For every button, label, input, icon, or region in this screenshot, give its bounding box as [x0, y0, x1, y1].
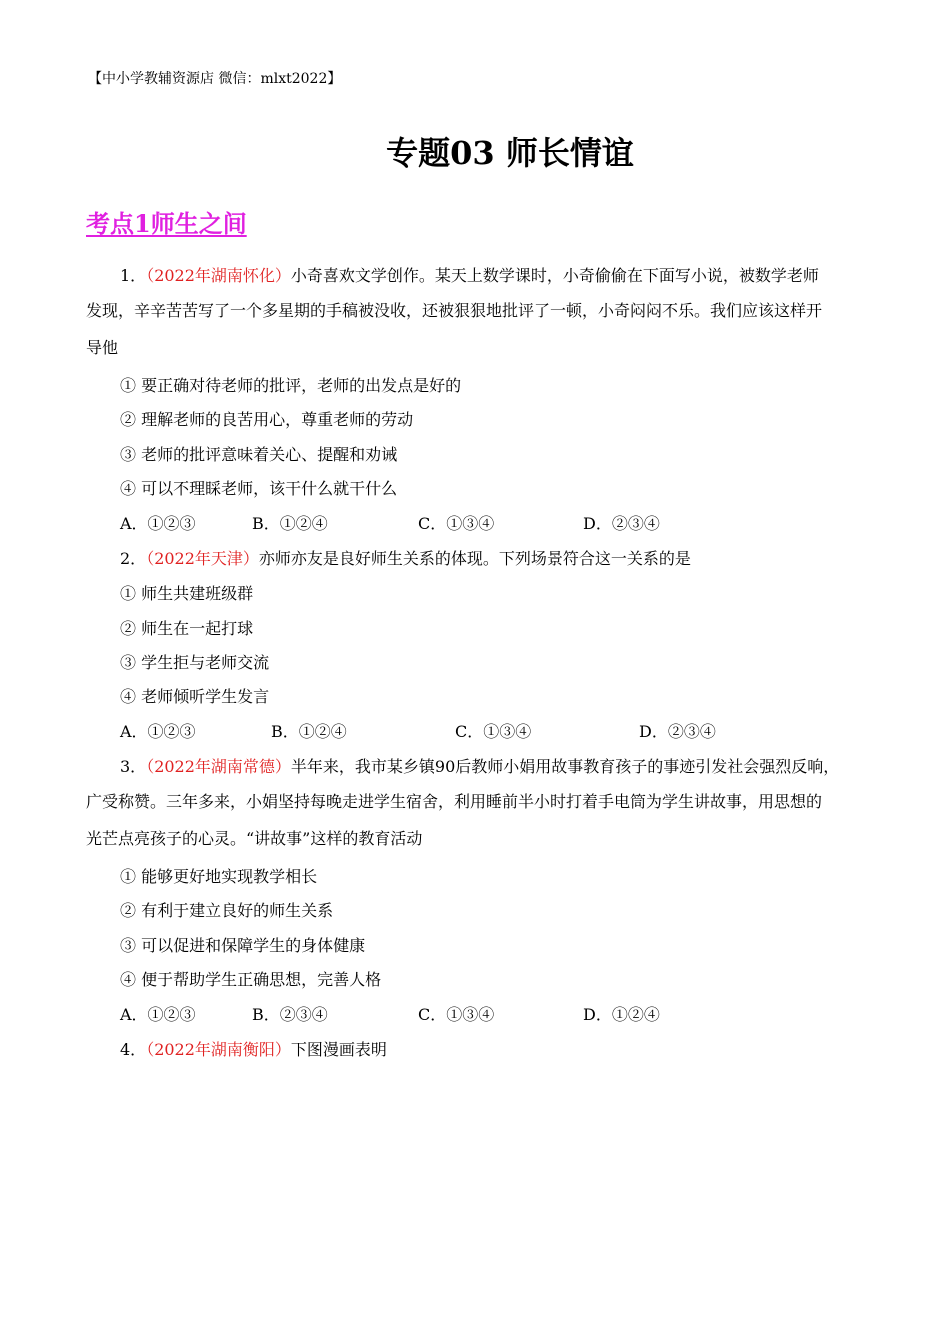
- question-stem-line: 光芒点亮孩子的心灵。“讲故事”这样的教育活动: [86, 829, 423, 848]
- question-source: （2022年天津）: [146, 549, 259, 568]
- question-stem-line: 发现，辛辛苦苦写了一个多星期的手稿被没收，还被狠狠地批评了一顿，小奇闷闷不乐。我们应该这样开: [86, 301, 823, 320]
- question-number: 1．: [120, 266, 147, 285]
- answer-choice-d: D．①②④: [583, 1005, 660, 1024]
- statement-item: ② 师生在一起打球: [120, 619, 254, 638]
- statement-item: ② 有利于建立良好的师生关系: [120, 901, 334, 920]
- question-stem: 半年来，我市某乡镇90后教师小娟用故事教育孩子的事迹引发社会强烈反响，: [290, 757, 840, 776]
- section-heading: 考点1师生之间: [86, 209, 247, 238]
- question-1-first-line: [120, 263, 819, 286]
- question-stem-line: 导他: [86, 338, 119, 357]
- statement-item: ② 理解老师的良苦用心，尊重老师的劳动: [120, 410, 414, 429]
- question-source: （2022年湖南常德）: [146, 757, 291, 776]
- statement-item: ① 能够更好地实现教学相长: [120, 867, 318, 886]
- answer-choice-c: C．①③④: [455, 722, 532, 741]
- question-stem-line: 广受称赞。三年多来，小娟坚持每晚走进学生宿舍，利用睡前半小时打着手电筒为学生讲故事，用思想的: [86, 792, 823, 811]
- answer-choice-c: C．①③④: [418, 514, 495, 533]
- question-source: （2022年湖南怀化）: [146, 266, 291, 285]
- statement-item: ④ 便于帮助学生正确思想，完善人格: [120, 970, 382, 989]
- statement-item: ④ 可以不理睬老师，该干什么就干什么: [120, 479, 398, 498]
- answer-choice-d: D．②③④: [639, 722, 716, 741]
- question-number: 3．: [120, 757, 147, 776]
- answer-choice-a: A．①②③: [120, 1005, 196, 1024]
- question-source: （2022年湖南衡阳）: [146, 1040, 291, 1059]
- answer-choice-a: A．①②③: [120, 722, 196, 741]
- statement-item: ③ 可以促进和保障学生的身体健康: [120, 936, 366, 955]
- question-number: 2．: [120, 549, 147, 568]
- statement-item: ④ 老师倾听学生发言: [120, 687, 270, 706]
- answer-choice-b: B．②③④: [252, 1005, 328, 1024]
- question-number: 4．: [120, 1040, 147, 1059]
- question-stem: 小奇喜欢文学创作。某天上数学课时，小奇偷偷在下面写小说，被数学老师: [290, 266, 819, 285]
- answer-choice-c: C．①③④: [418, 1005, 495, 1024]
- answer-choice-b: B．①②④: [252, 514, 328, 533]
- question-stem: 亦师亦友是良好师生关系的体现。下列场景符合这一关系的是: [258, 549, 691, 568]
- statement-item: ③ 老师的批评意味着关心、提醒和劝诫: [120, 445, 398, 464]
- statement-item: ① 师生共建班级群: [120, 584, 254, 603]
- answer-choice-b: B．①②④: [271, 722, 347, 741]
- question-2-first-line: [120, 546, 691, 569]
- question-3-first-line: [120, 754, 839, 777]
- answer-choice-d: D．②③④: [583, 514, 660, 533]
- question-4-first-line: [120, 1037, 387, 1060]
- question-stem: 下图漫画表明: [290, 1040, 387, 1059]
- page-title: 专题03 师长情谊: [386, 134, 634, 172]
- answer-choice-a: A．①②③: [120, 514, 196, 533]
- statement-item: ① 要正确对待老师的批评，老师的出发点是好的: [120, 376, 462, 395]
- statement-item: ③ 学生拒与老师交流: [120, 653, 270, 672]
- page-header-watermark: 【中小学教辅资源店 微信：mlxt2022】: [88, 71, 342, 87]
